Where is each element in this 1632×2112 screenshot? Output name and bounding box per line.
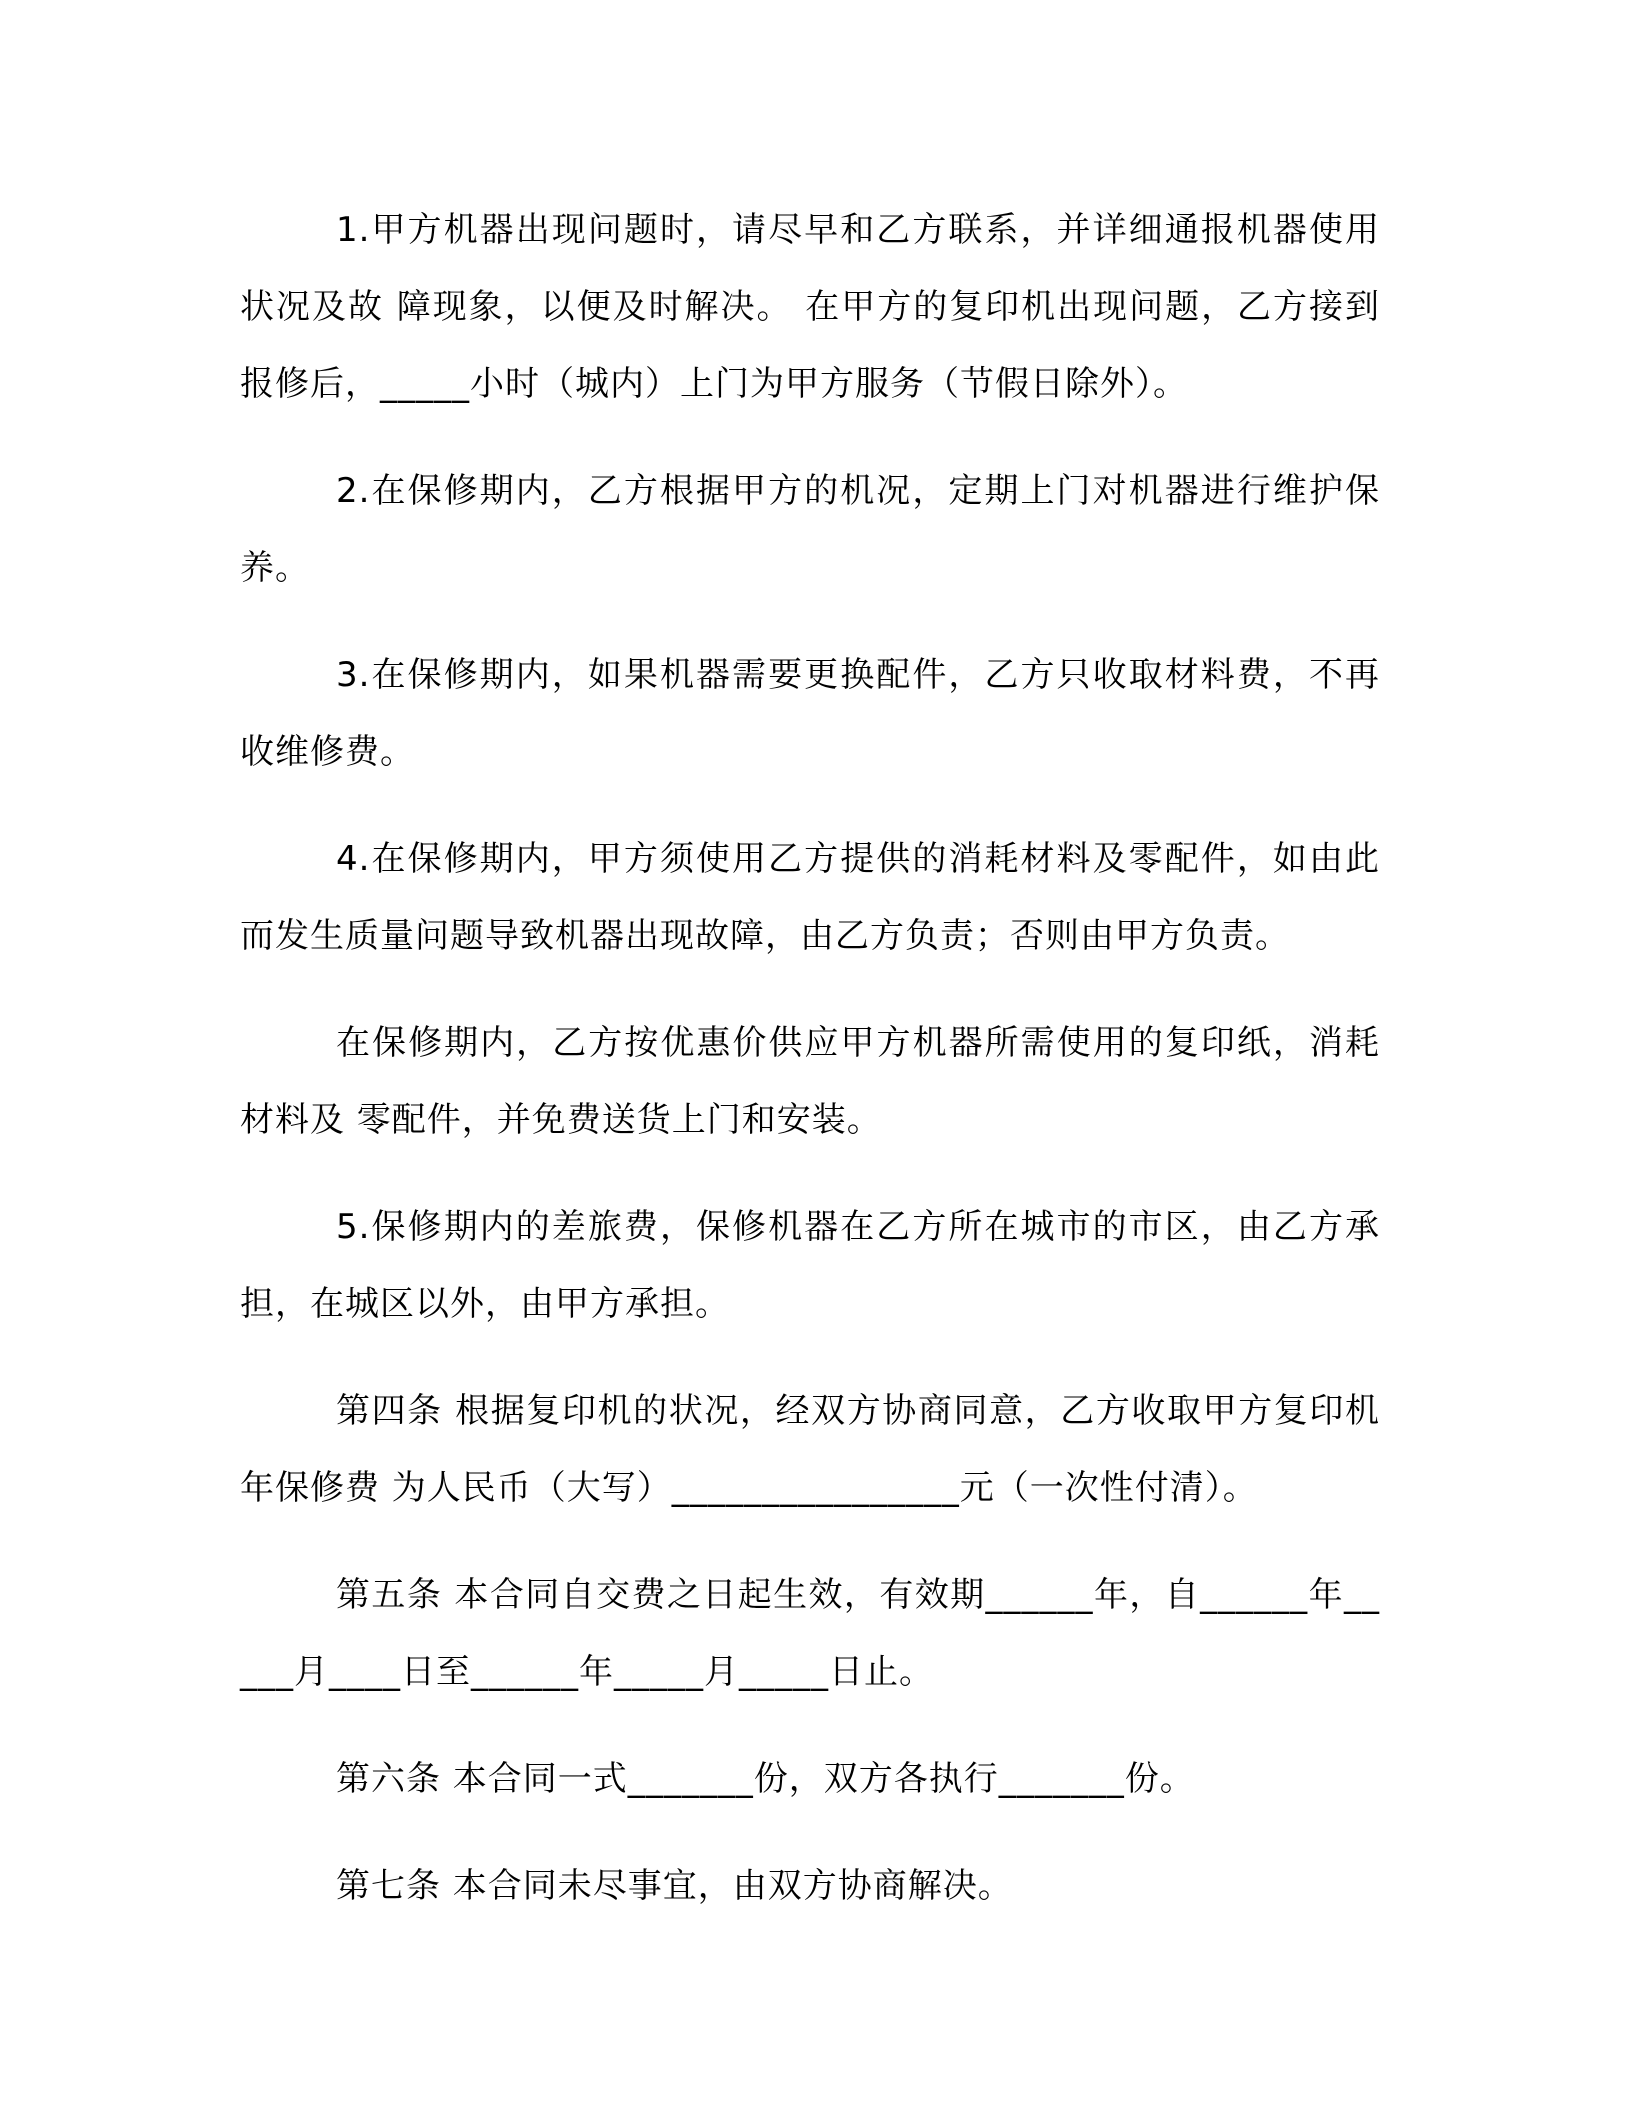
- article-7-paragraph: 第七条 本合同未尽事宜，由双方协商解决。: [336, 1866, 1013, 1906]
- article-6-paragraph: 第六条 本合同一式_______份，双方各执行_______份。: [336, 1759, 1195, 1799]
- article-5-paragraph: 第五条 本合同自交费之日起生效，有效期______年，自______年_____月____日至______年_____月_____日止。: [240, 1575, 1380, 1692]
- document-body: [240, 192, 1380, 1955]
- article-4-paragraph: 第四条 根据复印机的状况，经双方协商同意，乙方收取甲方复印机年保修费 为人民币（大写）________________元（一次性付清）。: [240, 1391, 1380, 1508]
- clause-2-paragraph: 2.在保修期内，乙方根据甲方的机况，定期上门对机器进行维护保养。: [240, 471, 1380, 588]
- clause-5-paragraph: 5.保修期内的差旅费，保修机器在乙方所在城市的市区，由乙方承担，在城区以外，由甲方承担。: [240, 1207, 1380, 1324]
- clause-4-paragraph: 4.在保修期内，甲方须使用乙方提供的消耗材料及零配件，如由此而发生质量问题导致机器出现故障，由乙方负责；否则由甲方负责。: [240, 839, 1380, 956]
- clause-3-paragraph: 3.在保修期内，如果机器需要更换配件，乙方只收取材料费，不再收维修费。: [240, 655, 1380, 772]
- clause-1-paragraph: 1.甲方机器出现问题时，请尽早和乙方联系，并详细通报机器使用状况及故 障现象，以便及时解决。 在甲方的复印机出现问题，乙方接到报修后，_____小时（城内）上门为甲方服务（节假日除外）。: [240, 210, 1380, 404]
- supply-paragraph: 在保修期内，乙方按优惠价供应甲方机器所需使用的复印纸，消耗材料及 零配件，并免费送货上门和安装。: [240, 1023, 1380, 1140]
